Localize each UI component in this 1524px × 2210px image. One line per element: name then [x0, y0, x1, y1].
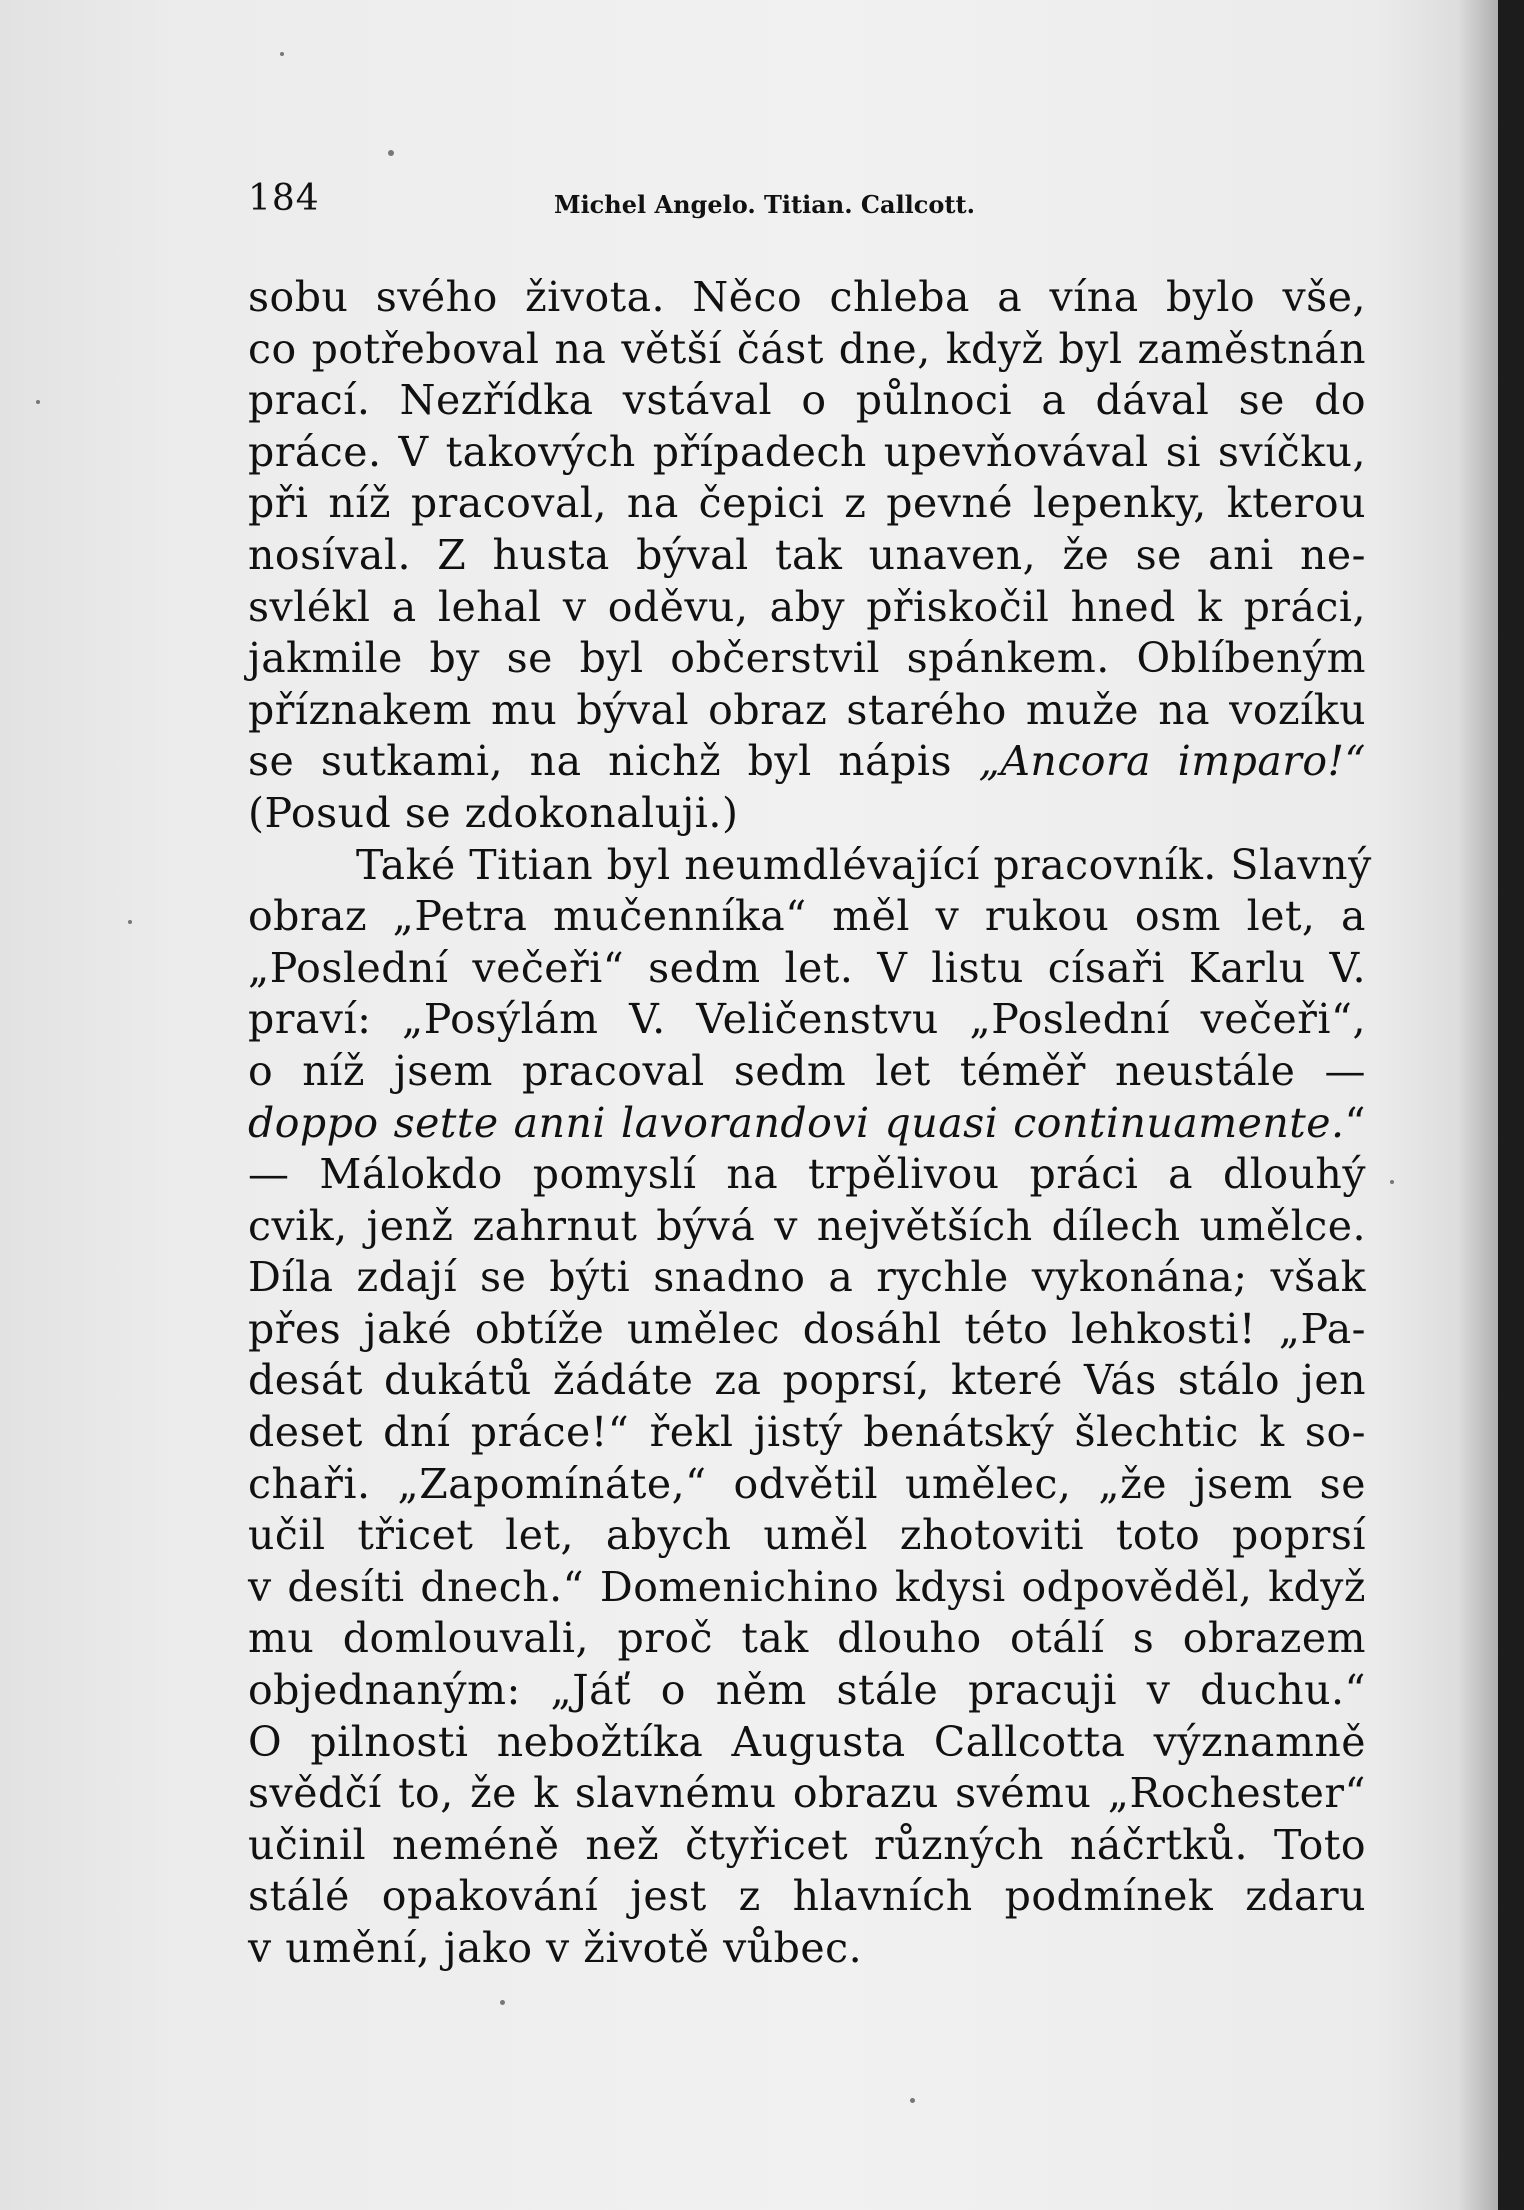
body-text — [248, 272, 1372, 1975]
page-number: 184 — [248, 178, 320, 219]
text-line: prací. Nezřídka vstával o půlnoci a dával se do — [248, 376, 1366, 425]
text-line: v desíti dnech.“ Domenichino kdysi odpověděl, když — [248, 1562, 1366, 1611]
text-line: praví: „Posýlám V. Veličenstvu „Poslední večeři“, — [248, 995, 1366, 1044]
text-line: obraz „Petra mučenníka“ měl v rukou osm let, a — [248, 892, 1366, 941]
text-line — [248, 1098, 1366, 1150]
text-line: chaři. „Zapomínáte,“ odvětil umělec, „že jsem se — [248, 1459, 1366, 1508]
text-line: příznakem mu býval obraz starého muže na vozíku — [248, 685, 1366, 734]
paper-speck — [36, 400, 40, 404]
text-line: jakmile by se byl občerstvil spánkem. Oblíbeným — [248, 634, 1366, 683]
paper-speck — [280, 52, 284, 56]
text-segment: “ — [1344, 1098, 1366, 1147]
page-header — [248, 178, 1068, 232]
text-line: přes jaké obtíže umělec dosáhl této lehkosti! „Pa- — [248, 1304, 1366, 1353]
paragraph-first-line: Také Titian byl neumdlévající pracovník. Slavný — [356, 840, 1372, 889]
text-line: svlékl a lehal v oděvu, aby přiskočil hned k práci, — [248, 582, 1366, 631]
italic-quote: doppo sette anni lavorandovi quasi continuamente. — [248, 1098, 1345, 1147]
text-line: nosíval. Z husta býval tak unaven, že se ani ne- — [248, 530, 1366, 579]
text-line: cvik, jenž zahrnut bývá v největších dílech umělce. — [248, 1201, 1366, 1250]
text-line: sobu svého života. Něco chleba a vína bylo vše, — [248, 273, 1366, 321]
text-line: o níž jsem pracoval sedm let téměř neustále — — [248, 1046, 1366, 1095]
paper-speck — [128, 920, 132, 924]
text-line: „Poslední večeři“ sedm let. V listu císaři Karlu V. — [248, 943, 1366, 992]
text-line: deset dní práce!“ řekl jistý benátský šlechtic k so- — [248, 1408, 1366, 1457]
text-line: co potřeboval na větší část dne, když byl zaměstnán — [248, 324, 1366, 373]
page-edge-shadow — [1458, 0, 1498, 2210]
text-line: objednaným: „Jáť o něm stále pracuji v duchu.“ — [248, 1666, 1366, 1715]
paper-speck — [500, 2000, 505, 2005]
running-head: Michel Angelo. Titian. Callcott. — [554, 190, 975, 219]
text-line: mu domlouvali, proč tak dlouho otálí s obrazem — [248, 1614, 1366, 1663]
text-line: — Málokdo pomyslí na trpělivou práci a dlouhý — [248, 1150, 1366, 1199]
text-line: učinil neméně než čtyřicet různých náčrtků. Toto — [248, 1820, 1366, 1869]
text-line: Díla zdají se býti snadno a rychle vykonána; však — [248, 1253, 1366, 1302]
paper-speck — [388, 150, 394, 156]
text-segment: se sutkami, na nichž byl nápis — [248, 737, 979, 786]
text-line: práce. V takových případech upevňovával si svíčku, — [248, 427, 1366, 476]
text-line: svědčí to, že k slavnému obrazu svému „Rochester“ — [248, 1769, 1366, 1818]
paper-speck — [910, 2098, 915, 2103]
text-line: učil třicet let, abych uměl zhotoviti toto poprsí — [248, 1511, 1366, 1560]
text-line: (Posud se zdokonaluji.) — [248, 788, 739, 837]
text-line — [248, 736, 1366, 788]
text-line: O pilnosti nebožtíka Augusta Callcotta významně — [248, 1717, 1366, 1766]
italic-quote: „Ancora imparo!“ — [978, 737, 1366, 786]
text-line: desát dukátů žádáte za poprsí, které Vás stálo jen — [248, 1356, 1366, 1405]
text-line: stálé opakování jest z hlavních podmínek zdaru — [248, 1872, 1366, 1921]
paper-speck — [1390, 1180, 1394, 1184]
text-line: v umění, jako v životě vůbec. — [248, 1924, 863, 1972]
text-line: při níž pracoval, na čepici z pevné lepenky, kterou — [248, 479, 1366, 528]
